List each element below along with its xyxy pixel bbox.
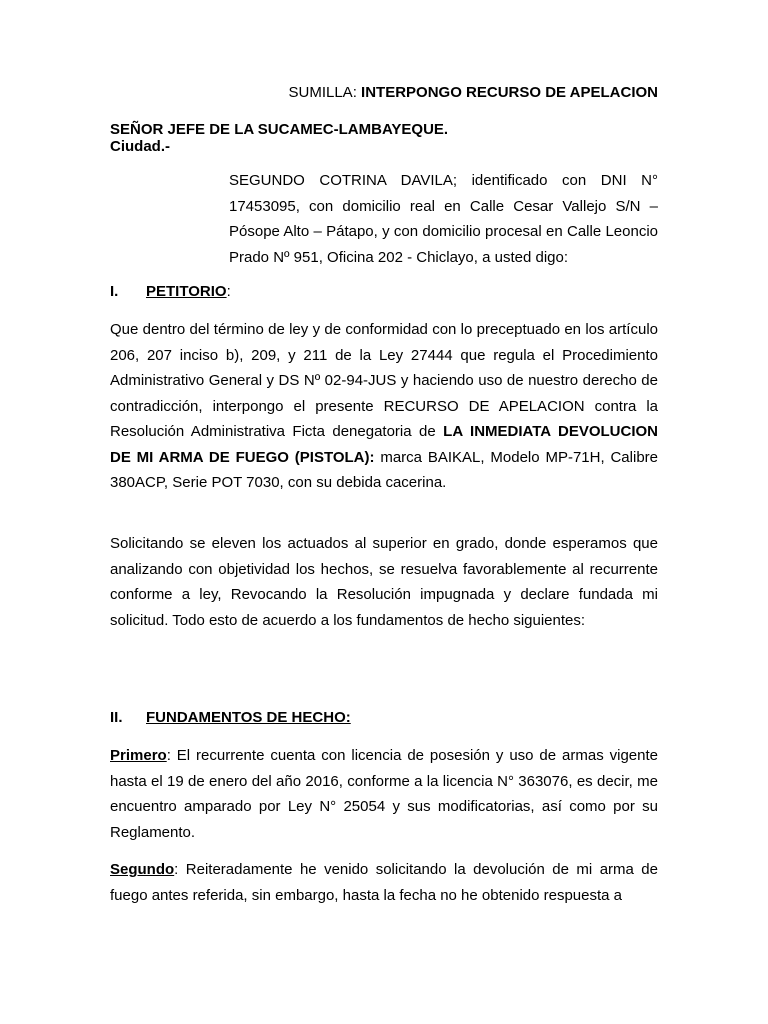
section-title: FUNDAMENTOS DE HECHO: [146,709,351,726]
section-heading-petitorio [110,283,231,300]
fundamento-text: : El recurrente cuenta con licencia de posesión y uso de armas vigente hasta el 19 de enero del año 2016, conforme a la licencia N° 363076, es decir, me encuentro amparado por Ley N° 25054 y sus modificatorias, así como por su Reglamento. [110,747,658,841]
addressee-name: SEÑOR JEFE DE LA SUCAMEC-LAMBAYEQUE. [110,121,449,138]
fundamento-label: Primero [110,747,167,764]
petitorio-bold-claim: LA INMEDIATA DEVOLUCION DE MI ARMA DE FUEGO (PISTOLA): [110,423,659,466]
fundamento-segundo [110,857,658,908]
section-title: PETITORIO [146,283,227,300]
petitorio-text-end: marca BAIKAL, Modelo MP-71H, Calibre 380ACP, Serie POT 7030, con su debida cacerina. [110,448,658,491]
petitorio-text-start: Que dentro del término de ley y de conformidad con lo preceptuado en los artículo 206, 207 inciso b), 209, y 211 de la Ley 27444 que regula el Procedimiento Administrativo General y DS Nº 02-94-JUS y haciendo uso de nuestro derecho de contradicción, interpongo el presente RECURSO DE APELACION contra la Resolución Administrativa Ficta denegatoria de [110,321,658,440]
fundamento-primero [110,743,658,845]
section-colon: : [226,283,231,300]
petitorio-paragraph-1 [110,317,658,496]
intro-paragraph: SEGUNDO COTRINA DAVILA; identificado con DNI N° 17453095, con domicilio real en Calle Cesar Vallejo S/N – Pósope Alto – Pátapo, y con domicilio procesal en Calle Leoncio Prado Nº 951, Oficina 202 - Chiclayo, a usted digo: [229,172,658,266]
sumilla-line [289,84,659,101]
section-heading-fundamentos [110,709,351,726]
section-number: I. [110,283,119,300]
addressee-city: Ciudad.- [110,138,170,155]
petitorio-paragraph-2: Solicitando se eleven los actuados al superior en grado, donde esperamos que analizando con objetividad los hechos, se resuelva favorablemente al recurrente conforme a ley, Revocando la Resolución impugnada y declare fundada mi solicitud. Todo esto de acuerdo a los fundamentos de hecho siguientes: [110,535,658,629]
section-number: II. [110,709,123,726]
fundamento-text: : Reiteradamente he venido solicitando la devolución de mi arma de fuego antes referida, sin embargo, hasta la fecha no he obtenido respuesta a [110,861,658,904]
sumilla-value: INTERPONGO RECURSO DE APELACION [361,84,658,101]
sumilla-label: SUMILLA: [288,84,362,101]
addressee-block [110,121,448,155]
fundamento-label: Segundo [110,861,175,878]
